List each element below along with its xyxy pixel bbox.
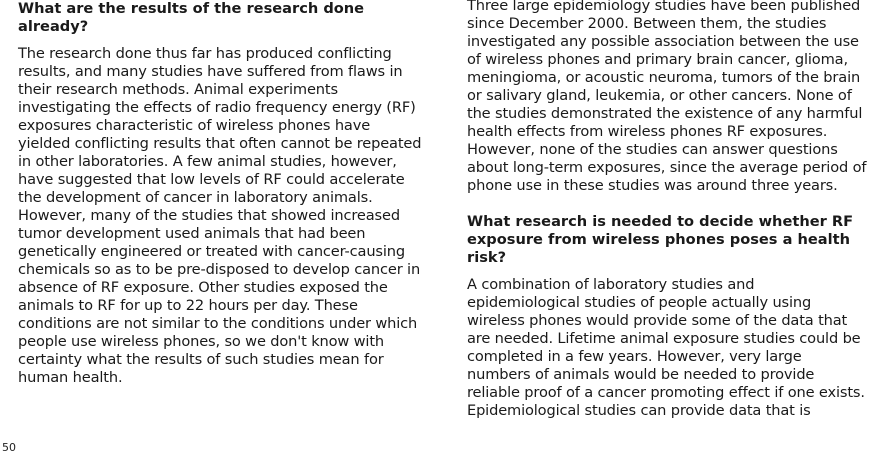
left-column bbox=[18, 0, 424, 387]
page-number: 50 bbox=[2, 441, 16, 454]
section-heading-research-results: What are the results of the research done already? bbox=[18, 0, 365, 35]
epidemiology-studies-paragraph: Three large epidemiology studies have been published since December 2000. Between them, the studies investigated any possible association between the use of wireless phones and primary brain cancer, glioma, meningioma, or acoustic neuroma, tumors of the brain or salivary gland, leukemia, or other cancers. None of the studies demonstrated the existence of any harmful health effects from wireless phones RF exposures. However, none of the studies can answer questions about long-term exposures, since the average period of phone use in these studies was around three years. bbox=[467, 0, 867, 194]
section-body-research-needed: A combination of laboratory studies and epidemiological studies of people actually using wireless phones would provide some of the data that are needed. Lifetime animal exposure studies could be completed in a few years. However, very large numbers of animals would be needed to provide reliable proof of a cancer promoting effect if one exists. Epidemiological studies can provide data that is bbox=[467, 276, 865, 419]
section-body-research-results: The research done thus far has produced conflicting results, and many studies have suffered from flaws in their research methods. Animal experiments investigating the effects of radio frequency energy (RF) exposures characteristic of wireless phones have yielded conflicting results that often cannot be repeated in other laboratories. A few animal studies, however, have suggested that low levels of RF could accelerate the development of cancer in laboratory animals. However, many of the studies that showed increased tumor development used animals that had been genetically engineered or treated with cancer-causing chemicals so as to be pre-disposed to develop cancer in absence of RF exposure. Other studies exposed the animals to RF for up to 22 hours per day. These conditions are not similar to the conditions under which people use wireless phones, so we don't know with certainty what the results of such studies mean for human health. bbox=[18, 45, 422, 386]
right-column bbox=[467, 0, 869, 420]
section-heading-research-needed: What research is needed to decide whether RF exposure from wireless phones poses a health risk? bbox=[467, 213, 854, 266]
